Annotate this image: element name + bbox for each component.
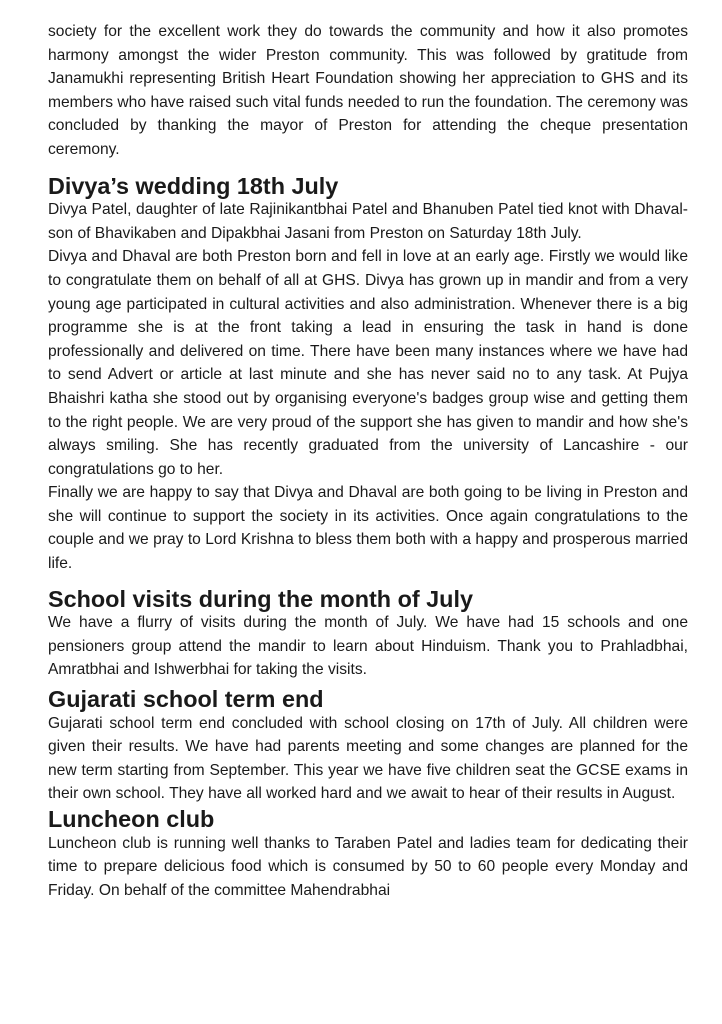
section-heading-school-visits: School visits during the month of July <box>48 585 473 612</box>
wedding-paragraph-3: Finally we are happy to say that Divya and Dhaval are both going to be living in Preston and she will continue to support the society in its activities. Once again congratulations to the couple and we pray to Lord Krishna to bless them both with a happy and prosperous married life. <box>48 484 688 573</box>
section-luncheon-club <box>48 808 688 902</box>
section-divya-wedding <box>48 172 688 576</box>
document-page <box>48 20 688 902</box>
section-heading-gujarati-school: Gujarati school term end <box>48 686 324 713</box>
section-school-visits <box>48 585 688 682</box>
section-heading-divya-wedding: Divya’s wedding 18th July <box>48 172 339 199</box>
wedding-paragraph-1: Divya Patel, daughter of late Rajinikantbhai Patel and Bhanuben Patel tied knot with Dhaval-son of Bhavikaben and Dipakbhai Jasani from Preston on Saturday 18th July. <box>48 201 688 242</box>
section-gujarati-school <box>48 688 688 806</box>
school-visits-paragraph: We have a flurry of visits during the month of July. We have had 15 schools and one pensioners group attend the mandir to learn about Hinduism. Thank you to Prahladbhai, Amratbhai and Ishwerbhai for taking the visits. <box>48 614 688 679</box>
wedding-paragraph-2: Divya and Dhaval are both Preston born and fell in love at an early age. Firstly we would like to congratulate them on behalf of all at GHS. Divya has grown up in mandir and from a very young age participated in cultural activities and also administration. Whenever there is a big programme she is at the front taking a lead in ensuring the task in hand is done professionally and delivered on time. There have been many instances where we have had to send Advert or article at last minute and she has never said no to any task. At Pujya Bhaishri katha she stood out by organising everyone's badges group wise and getting them to the right people. We are very proud of the support she has given to mandir and how she's always smiling. She has recently graduated from the university of Lancashire - our congratulations go to her. <box>48 248 688 478</box>
intro-paragraph: society for the excellent work they do towards the community and how it also promotes harmony amongst the wider Preston community. This was followed by gratitude from Janamukhi representing British Heart Foundation showing her appreciation to GHS and its members who have raised such vital funds needed to run the foundation. The ceremony was concluded by thanking the mayor of Preston for attending the cheque presentation ceremony. <box>48 23 688 158</box>
gujarati-school-paragraph: Gujarati school term end concluded with school closing on 17th of July. All children were given their results. We have had parents meeting and some changes are planned for the new term starting from September. This year we have five children seat the GCSE exams in their own school. They have all worked hard and we await to hear of their results in August. <box>48 714 688 803</box>
section-heading-luncheon-club: Luncheon club <box>48 806 215 832</box>
luncheon-club-paragraph: Luncheon club is running well thanks to Taraben Patel and ladies team for dedicating their time to prepare delicious food which is consumed by 50 to 60 people every Monday and Friday. On behalf of the committee Mahendrabhai <box>48 834 688 899</box>
